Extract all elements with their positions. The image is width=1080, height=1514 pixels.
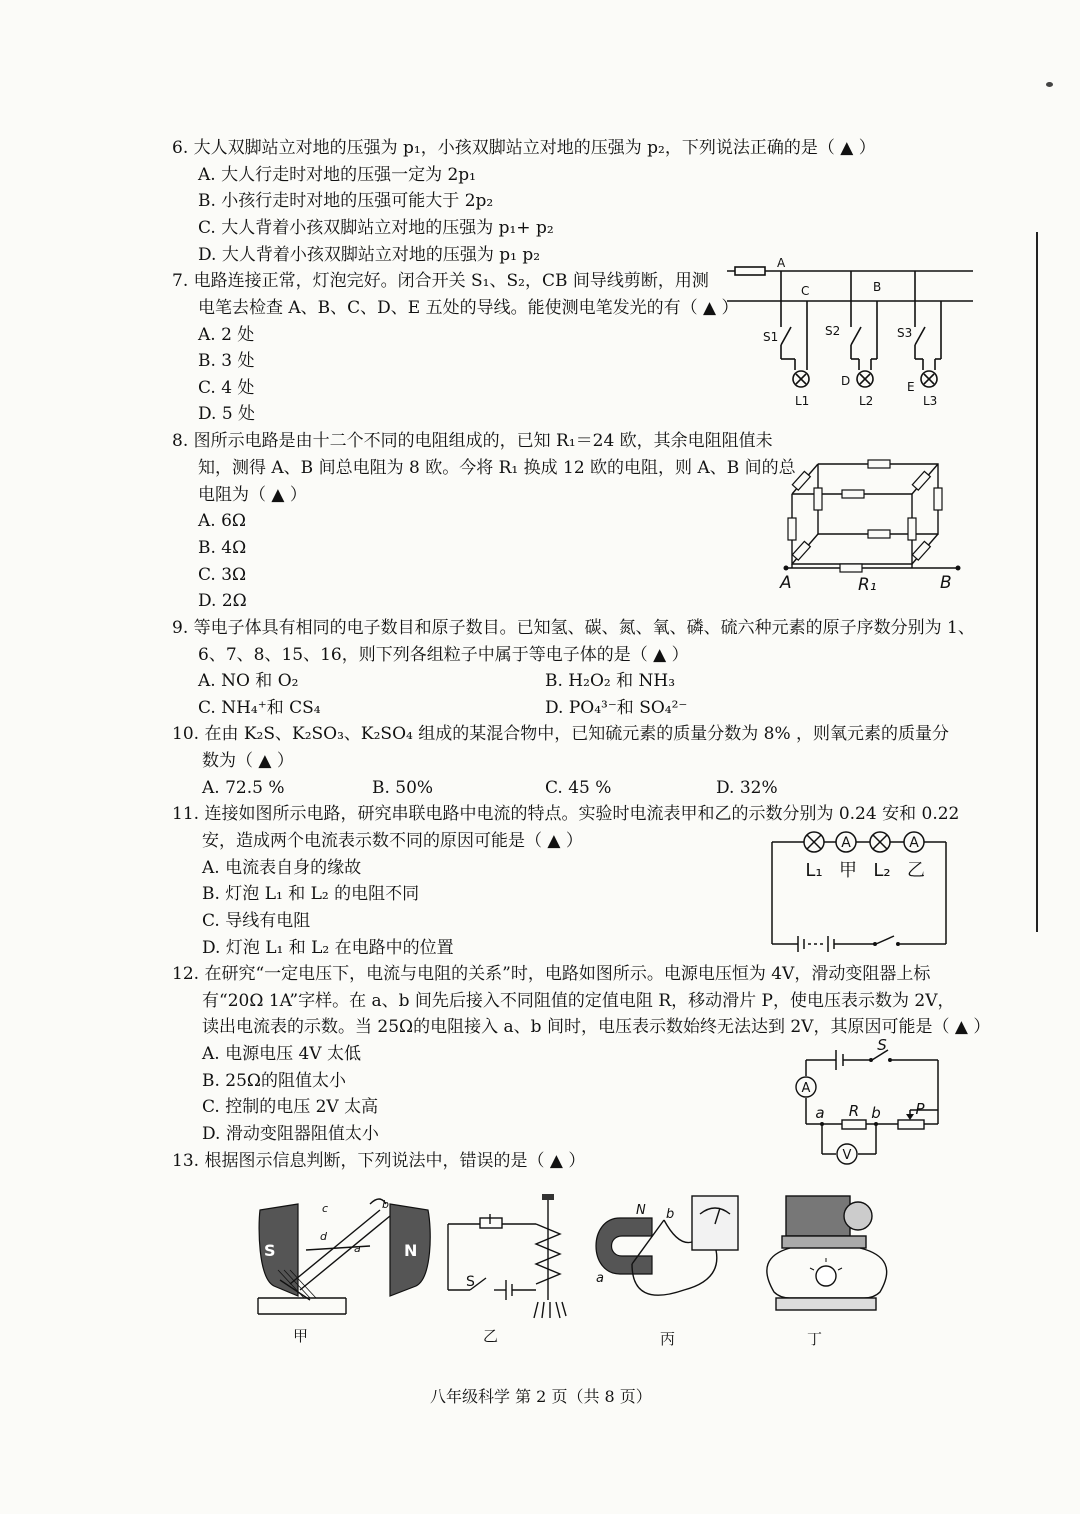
fig7-label-s3: S3 [897,326,913,340]
q8-stem-line1: 8. 图所示电路是由十二个不同的电阻组成的，已知 R₁＝24 欧，其余电阻阻值未 [172,431,773,451]
q7-option-a: A. 2 处 [198,325,255,345]
q9-option-c: C. NH₄⁺和 CS₄ [198,698,321,718]
q10-option-a: A. 72.5 % [202,778,285,798]
q8-option-c: C. 3Ω [198,565,247,585]
fig11-ammeter-jia-symbol: A [841,835,851,851]
fig7-label-c: C [801,284,810,298]
q11-series-circuit-figure [768,826,948,954]
q12-option-d: D. 滑动变阻器阻值太小 [202,1124,379,1144]
fig12-label-b: b [871,1104,881,1122]
fig13-yi-caption: 乙 [483,1327,499,1345]
q6-option-c: C. 大人背着小孩双脚站立对地的压强为 p₁+ p₂ [198,218,554,238]
q9-stem-line1: 9. 等电子体具有相同的电子数目和原子数目。已知氢、碳、氮、氧、磷、硫六种元素的原子序数分别为 1、 [172,618,975,638]
q12-option-a: A. 电源电压 4V 太低 [202,1044,361,1064]
fig12-label-s: S [877,1038,887,1054]
q12-option-c: C. 控制的电压 2V 太高 [202,1097,379,1117]
q11-option-b: B. 灯泡 L₁ 和 L₂ 的电阻不同 [202,884,420,904]
q12-resistance-circuit-figure [786,1038,946,1168]
q8-resistor-cube-figure [778,444,968,594]
q7-stem-line1: 7. 电路连接正常，灯泡完好。闭合开关 S₁、S₂，CB 间导线剪断，用测 [172,271,709,291]
q13-figure-bing-magnet-galvanometer [592,1190,748,1320]
fig13-jia-caption: 甲 [293,1327,309,1345]
q11-stem-line2: 安，造成两个电流表示数不同的原因可能是（ ▲ ） [202,831,583,851]
fig13-ding-caption: 丁 [807,1330,823,1348]
q6-option-b: B. 小孩行走时对地的压强可能大于 2p₂ [198,191,494,211]
q8-stem-line2: 知，测得 A、B 间总电阻为 8 欧。今将 R₁ 换成 12 欧的电阻，则 A、B 间的总 [198,458,796,478]
q8-option-b: B. 4Ω [198,538,247,558]
fig7-label-l1: L1 [795,394,810,408]
fig12-label-r: R [848,1102,860,1120]
q7-stem-line2: 电笔去检查 A、B、C、D、E 五处的导线。能使测电笔发光的有（ ▲ ） [198,298,739,318]
fig13-jia-pole-n: N [404,1241,418,1260]
fig7-label-e: E [907,380,915,394]
q11-option-a: A. 电流表自身的缘故 [202,858,362,878]
q9-option-d: D. PO₄³⁻和 SO₄²⁻ [545,698,688,718]
fig13-jia-label-c: c [322,1202,329,1215]
fig7-label-d: D [841,374,851,388]
q11-stem-line1: 11. 连接如图所示电路，研究串联电路中电流的特点。实验时电流表甲和乙的示数分别为 0.24 安和 0.22 [172,804,960,824]
q9-stem-line2: 6、7、8、15、16，则下列各组粒子中属于等电子体的是（ ▲ ） [198,645,689,665]
fig12-ammeter-symbol: A [801,1081,811,1096]
q9-option-a: A. NO 和 O₂ [198,671,299,691]
fig13-bing-label-a: a [596,1271,604,1286]
q6-stem: 6. 大人双脚站立对地的压强为 p₁，小孩双脚站立对地的压强为 p₂，下列说法正确的是（ ▲ ） [172,138,876,158]
q7-household-circuit-figure [725,255,975,415]
fig7-label-l2: L2 [859,394,874,408]
fig13-jia-label-d: d [320,1230,327,1243]
q8-option-d: D. 2Ω [198,591,247,611]
fig7-label-s2: S2 [825,324,841,338]
fig7-label-l3: L3 [923,394,938,408]
q12-stem-line1: 12. 在研究“一定电压下，电流与电阻的关系”时，电路如图所示。电源电压恒为 4V，滑动变阻器上标 [172,964,931,984]
q13-figure-jia-magnet-rails [250,1190,440,1320]
margin-line [1036,232,1038,932]
q8-option-a: A. 6Ω [198,511,246,531]
q7-option-d: D. 5 处 [198,404,256,424]
q7-option-c: C. 4 处 [198,378,255,398]
fig11-label-yi: 乙 [907,860,925,881]
fig13-jia-label-b: b [382,1198,389,1211]
fig13-jia-label-a: a [354,1242,361,1255]
fig8-label-a: A [780,573,792,593]
q6-option-d: D. 大人背着小孩双脚站立对地的压强为 p₁ p₂ [198,245,541,265]
fig12-label-p: P [915,1100,925,1118]
fig12-label-a: a [815,1104,825,1122]
q10-option-b: B. 50% [372,778,434,798]
fig7-label-b: B [873,280,882,294]
q12-option-b: B. 25Ω的阻值太小 [202,1071,347,1091]
q6-option-a: A. 大人行走时对地的压强一定为 2p₁ [198,165,477,185]
fig11-label-l2: L₂ [873,860,891,881]
fig12-voltmeter-symbol: V [842,1148,852,1163]
q11-option-c: C. 导线有电阻 [202,911,311,931]
page-footer: 八年级科学 第 2 页（共 8 页） [430,1387,652,1406]
fig8-label-r1: R₁ [858,575,877,594]
q12-stem-line2: 有“20Ω 1A”字样。在 a、b 间先后接入不同阻值的定值电阻 R，移动滑片 P，使电压表示数为 2V， [202,991,955,1011]
q8-stem-line3: 电阻为（ ▲ ） [198,485,307,505]
fig13-bing-label-b: b [666,1207,675,1222]
q10-stem-line2: 数为（ ▲ ） [202,751,294,771]
q7-option-b: B. 3 处 [198,351,255,371]
fig11-ammeter-yi-symbol: A [909,835,919,851]
fig13-bing-caption: 丙 [660,1330,676,1348]
fig11-label-l1: L₁ [805,860,823,881]
fig8-label-b: B [940,573,952,593]
q13-figure-yi-electromagnet [440,1190,580,1320]
fig7-label-a: A [777,256,786,270]
fig7-label-s1: S1 [763,330,779,344]
fig13-yi-label-s: S [466,1274,475,1290]
q10-option-c: C. 45 % [545,778,612,798]
q13-figure-ding-generator-bulb [760,1188,900,1320]
q9-option-b: B. H₂O₂ 和 NH₃ [545,671,676,691]
fig11-label-jia: 甲 [839,860,857,881]
q10-option-d: D. 32% [716,778,778,798]
q13-stem: 13. 根据图示信息判断，下列说法中，错误的是（ ▲ ） [172,1151,586,1171]
q11-option-d: D. 灯泡 L₁ 和 L₂ 在电路中的位置 [202,938,454,958]
fig13-bing-pole-n: N [636,1203,646,1218]
fig13-jia-pole-s: S [264,1241,276,1260]
q12-stem-line3: 读出电流表的示数。当 25Ω的电阻接入 a、b 间时，电压表示数始终无法达到 2V，其原因可能是（ ▲ ） [202,1017,991,1037]
q10-stem-line1: 10. 在由 K₂S、K₂SO₃、K₂SO₄ 组成的某混合物中，已知硫元素的质量分数为 8% ，则氧元素的质量分 [172,724,950,744]
scan-mark [1046,82,1053,87]
